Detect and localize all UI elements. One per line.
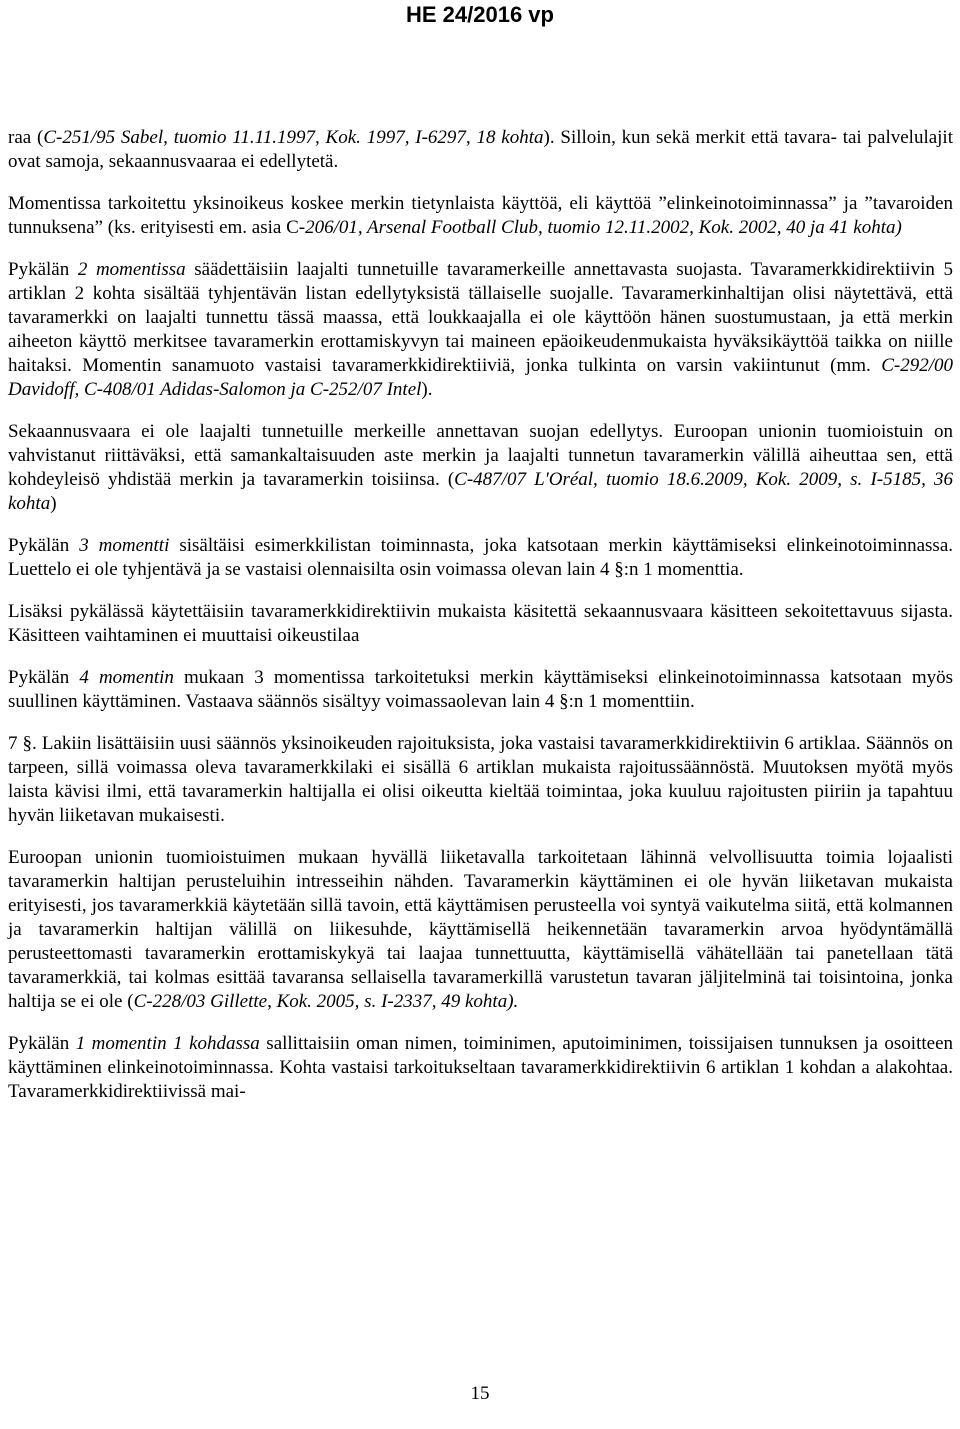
citation-text: 2 momentissa <box>77 259 186 280</box>
citation-text: C-487/07 L'Oréal, tuomio 18.6.2009, Kok. 2009, s. I-5185, 36 kohta <box>8 469 953 514</box>
paragraph <box>8 1032 953 1104</box>
paragraph-text: Momentissa tarkoitettu yksinoikeus koskee merkin tietynlaista käyttöä, eli käyttöä ”elinkeinotoiminnassa” ja ”tavaroiden tunnuksena” (ks. erityisesti em. asia C- <box>8 193 953 238</box>
paragraph-text: ). <box>421 379 433 400</box>
paragraph-text: Pykälän <box>8 259 78 280</box>
citation-text: C-228/03 Gillette, Kok. 2005, s. I-2337, 49 kohta). <box>133 991 519 1012</box>
document-body <box>8 126 953 1104</box>
paragraph <box>8 600 953 648</box>
citation-text: 206/01, Arsenal Football Club, tuomio 12.11.2002, Kok. 2002, 40 ja 41 kohta) <box>305 217 902 238</box>
paragraph <box>8 258 953 402</box>
citation-text: 3 momentti <box>79 535 170 556</box>
paragraph <box>8 126 953 174</box>
citation-text: 4 momentin <box>79 667 174 688</box>
page-number: 15 <box>470 1383 490 1404</box>
paragraph <box>8 666 953 714</box>
paragraph-text: Euroopan unionin tuomioistuimen mukaan hyvällä liiketavalla tarkoitetaan lähinnä velvollisuutta toimia lojaalisti tavaramerkin haltijan perusteluihin intresseihin nähden. Tavaramerkin käyttäminen ei ole hyvän liiketavan mukaista erityisesti, jos tavaramerkkiä käytetään sillä tavoin, että käyttämisen perusteella voi syntyä vaikutelma siitä, että kolmannen ja tavaramerkin haltijan välillä on liikesuhde, käyttämisellä heikennetään tavaramerkin arvoa hyödyntämällä perusteettomasti tavaramerkin erottamiskykyä tai laajaa tunnettuutta, käyttämisellä vähätellään tai panetellaan tätä tavaramerkkiä, tai kolmas esittää tavaransa sellaisella tavaramerkillä varustetun tavaran jäljitelminä tai toisintoina, jonka haltija se ei ole ( <box>8 847 953 1012</box>
paragraph-text: Sekaannusvaara ei ole laajalti tunnetuille merkeille annettavan suojan edellytys. Euroopan unionin tuomioistuin on vahvistanut riittäväksi, että samankaltaisuuden aste merkin ja laajalti tunnetun tavaramerkin välillä aiheuttaa sen, että kohdeyleisö yhdistää merkin ja tavaramerkin toisiinsa. ( <box>8 421 953 490</box>
paragraph-text: mukaan 3 momentissa tarkoitetuksi merkin käyttämiseksi elinkeinotoiminnassa katsotaan myös suullinen käyttäminen. Vastaava säännös sisältyy voimassaolevan lain 4 §:n 1 momenttiin. <box>8 667 953 712</box>
paragraph-text: Pykälän <box>8 1033 76 1054</box>
paragraph-text: Pykälän <box>8 667 80 688</box>
citation-text: C-251/95 Sabel, tuomio 11.11.1997, Kok. 1997, I-6297, 18 kohta <box>43 127 544 148</box>
paragraph-text: säädettäisiin laajalti tunnetuille tavaramerkeille annettavasta suojasta. Tavaramerkkidirektiivin 5 artiklan 2 kohta sisältää tyhjentävän listan edellytyksistä tällaiselle suojalle. Tavaramerkinhaltijan olisi näytettävä, että tavaramerkki on laajalti tunnettu tässä maassa, että loukkaajalla ei ole käyttöön hänen suostumustaan, ja että merkin aiheeton käyttö merkitsee tavaramerkin erottamiskyvyn tai maineen epäoikeudenmukaista hyväksikäyttöä taikka on niille haitaksi. Momentin sanamuoto vastaisi tavaramerkkidirektiiviä, jonka tulkinta on varsin vakiintunut (mm. <box>8 259 953 376</box>
document-reference: HE 24/2016 vp <box>406 2 554 27</box>
paragraph-text: sisältäisi esimerkkilistan toiminnasta, joka katsotaan merkin käyttämiseksi elinkeinotoiminnassa. Luettelo ei ole tyhjentävä ja se vastaisi olennaisilta osin voimassa olevan lain 4 §:n 1 momenttia. <box>8 535 954 580</box>
document-header <box>0 2 960 28</box>
paragraph-text: Pykälän <box>8 535 80 556</box>
page-footer <box>0 1382 960 1406</box>
paragraph-text: sallittaisiin oman nimen, toiminimen, aputoiminimen, toissijaisen tunnuksen ja osoitteen käyttäminen elinkeinotoiminnassa. Kohta vastaisi tarkoitukseltaan tavaramerkkidirektiivin 6 artiklan 1 kohdan a alakohtaa. Tavaramerkkidirektiivissä mai- <box>8 1033 954 1102</box>
paragraph <box>8 534 953 582</box>
paragraph <box>8 732 953 828</box>
paragraph-text: raa ( <box>8 127 44 148</box>
citation-text: 1 momentin 1 kohdassa <box>75 1033 260 1054</box>
citation-text: C-292/00 Davidoff, C-408/01 Adidas-Salomon ja C-252/07 Intel <box>8 355 953 400</box>
paragraph <box>8 420 953 516</box>
paragraph <box>8 192 953 240</box>
paragraph-text: ). Silloin, kun sekä merkit että tavara- tai palvelulajit ovat samoja, sekaannusvaaraa ei edellytetä. <box>8 127 953 172</box>
paragraph-text: 7 §. Lakiin lisättäisiin uusi säännös yksinoikeuden rajoituksista, joka vastaisi tavaramerkkidirektiivin 6 artiklaa. Säännös on tarpeen, sillä voimassa oleva tavaramerkkilaki ei sisällä 6 artiklan mukaista rajoitussäännöstä. Muutoksen myötä myös laista kävisi ilmi, että tavaramerkin haltijalla ei olisi oikeutta kieltää toimintaa, joka kuuluu rajoitusten piiriin ja tapahtuu hyvän liiketavan mukaisesti. <box>8 733 953 826</box>
paragraph-text: ) <box>50 493 57 514</box>
paragraph-text: Lisäksi pykälässä käytettäisiin tavaramerkkidirektiivin mukaista käsitettä sekaannusvaara käsitteen sekoitettavuus sijasta. Käsitteen vaihtaminen ei muuttaisi oikeustilaa <box>8 601 953 646</box>
paragraph <box>8 846 953 1014</box>
